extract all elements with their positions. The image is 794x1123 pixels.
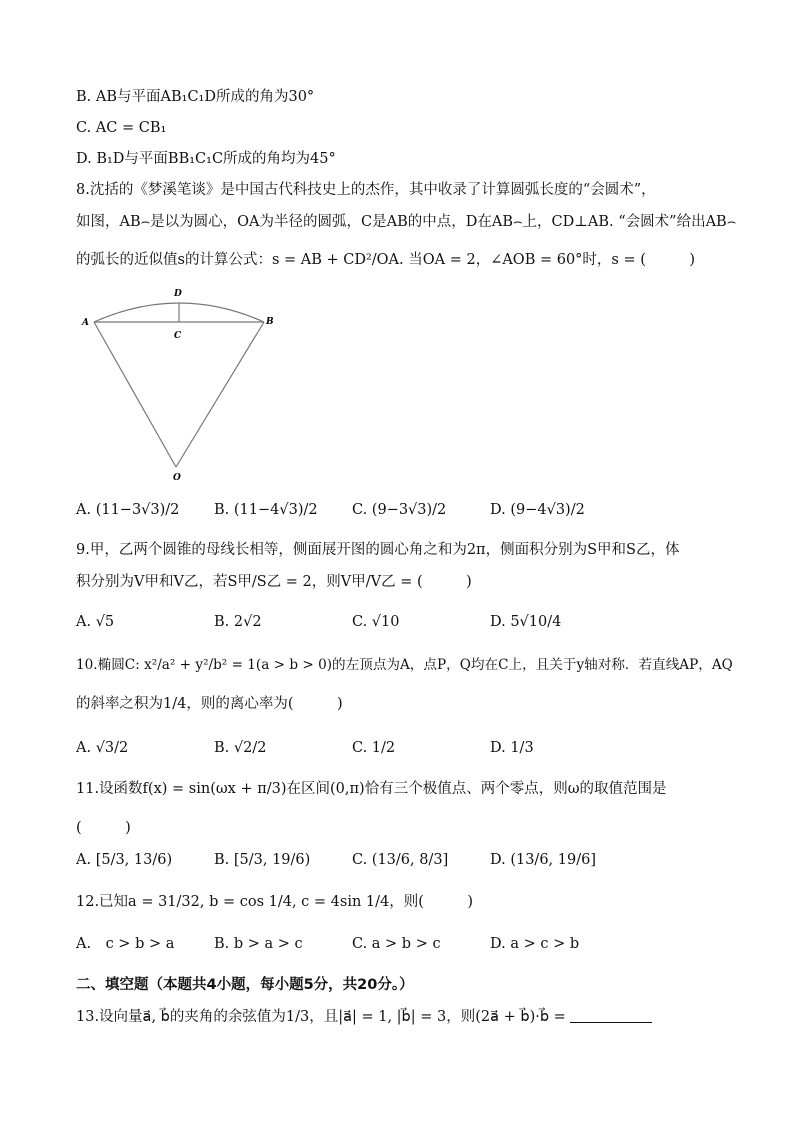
q9-stem-line1: 9.甲，乙两个圆锥的母线长相等，侧面展开图的圆心角之和为2π，侧面积分别为S甲和S乙，体 [76,542,680,558]
q13-text: 13.设向量a⃗, b⃗的夹角的余弦值为1/3，且|a⃗| = 1, |b⃗| = 3，则(2a⃗ + b⃗)·b⃗ = [76,1009,566,1025]
q7-option-c: C. AC = CB₁ [76,120,167,136]
label-D: D [174,289,182,299]
q12-stem: 12.已知a = 31/32, b = cos 1/4, c = 4sin 1/4，则( ) [76,894,474,910]
q11-stem-line1: 11.设函数f(x) = sin(ωx + π/3)在区间(0,π)恰有三个极值点、两个零点，则ω的取值范围是 [76,781,667,797]
label-B: B [266,317,274,327]
q10-option-b: B. √2/2 [214,740,267,756]
q12-option-c: C. a > b > c [352,936,441,952]
q9-stem-line2: 积分别为V甲和V乙，若S甲/S乙 = 2，则V甲/V乙 = ( ) [76,574,472,590]
q10-option-a: A. √3/2 [76,740,129,756]
q13-stem [76,1007,652,1027]
q7-option-b: B. AB与平面AB₁C₁D所成的角为30° [76,89,315,105]
q8-stem-line1: 8.沈括的《梦溪笔谈》是中国古代科技史上的杰作，其中收录了计算圆弧长度的“会圆术”， [76,182,656,198]
q10-stem-line1: 10.椭圆C: x²/a² + y²/b² = 1(a > b > 0)的左顶点为A，点P，Q均在C上，且关于y轴对称．若直线AP，AQ [76,657,733,673]
q11-option-c: C. (13/6, 8/3] [352,852,449,868]
q9-option-b: B. 2√2 [214,614,262,630]
q9-option-d: D. 5√10/4 [490,614,562,630]
segment-OA [94,322,176,467]
q8-option-c: C. (9−3√3)/2 [352,502,447,518]
q11-option-b: B. [5/3, 19/6) [214,852,311,868]
q10-stem-line2: 的斜率之积为1/4，则的离心率为( ) [76,696,343,712]
q9-option-c: C. √10 [352,614,400,630]
sector-figure [76,282,282,482]
q12-option-d: D. a > c > b [490,936,580,952]
q8-option-d: D. (9−4√3)/2 [490,502,585,518]
q10-option-c: C. 1/2 [352,740,396,756]
label-C: C [174,331,182,341]
q8-stem-line2: 如图，AB⌢是以为圆心，OA为半径的圆弧，C是AB的中点，D在AB⌢上，CD⊥AB. “会圆术”给出AB⌢ [76,214,737,230]
q11-option-d: D. (13/6, 19/6] [490,852,596,868]
q12-option-b: B. b > a > c [214,936,303,952]
label-A: A [82,318,89,328]
q8-option-b: B. (11−4√3)/2 [214,502,318,518]
section-heading-fill-in: 二、填空题（本题共4小题，每小题5分，共20分。） [76,977,414,993]
q10-option-d: D. 1/3 [490,740,534,756]
label-O: O [173,473,181,482]
q12-option-a: A. c > b > a [76,936,175,952]
q7-option-d: D. B₁D与平面BB₁C₁C所成的角均为45° [76,151,336,167]
q8-option-a: A. (11−3√3)/2 [76,502,180,518]
q11-option-a: A. [5/3, 13/6) [76,852,173,868]
q11-stem-line2: ( ) [76,820,131,836]
q8-stem-line3: 的弧长的近似值s的计算公式：s = AB + CD²/OA. 当OA = 2，∠AOB = 60°时，s = ( ) [76,252,696,268]
q13-answer-blank[interactable] [570,1008,652,1023]
q9-option-a: A. √5 [76,614,115,630]
segment-OB [176,322,264,467]
